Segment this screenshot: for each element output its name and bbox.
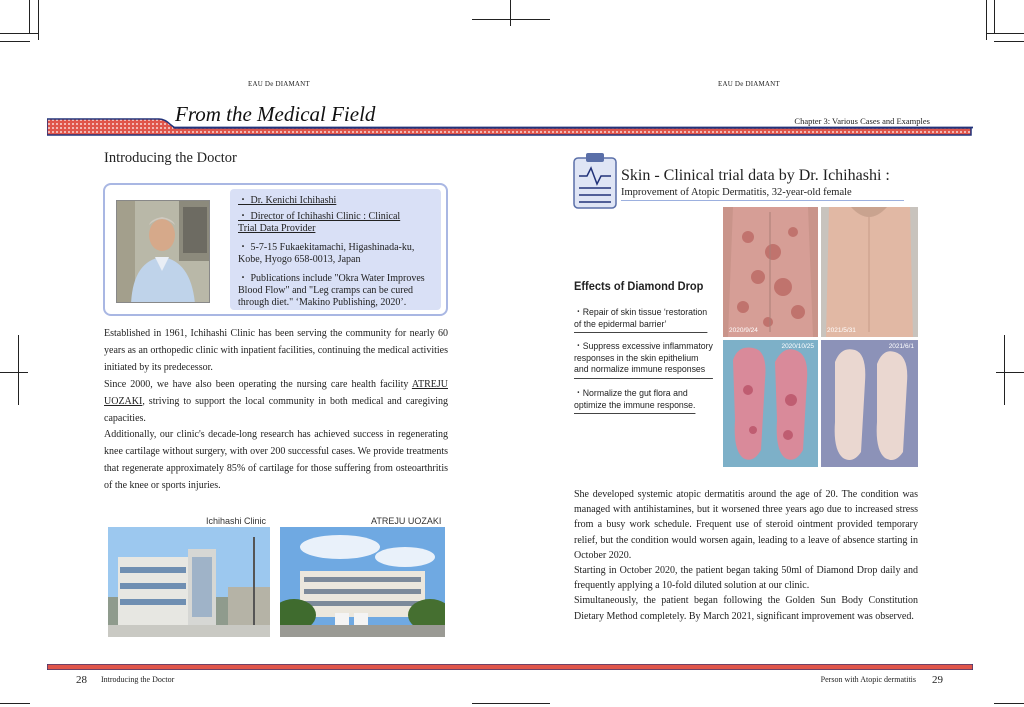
photo-caption-atreju: ATREJU UOZAKI xyxy=(371,516,442,526)
footer-label-left: Introducing the Doctor xyxy=(101,675,175,684)
photo-date-4: 2021/6/1 xyxy=(888,343,914,350)
profile-line-7: Blood Flow" and "Leg cramps can be cured xyxy=(238,285,414,296)
heading-effects: Effects of Diamond Drop xyxy=(574,279,704,293)
crop-mark xyxy=(1004,335,1005,405)
profile-line-4: ・ 5-7-15 Fukaekitamachi, Higashinada-ku, xyxy=(238,242,415,253)
photo-caption-clinic: Ichihashi Clinic xyxy=(206,516,267,526)
case-paragraph-3: Simultaneously, the patient began following the Golden Sun Body Constitution Dietary Method completely. By March 2021, significant improvement was observed. xyxy=(574,595,918,622)
clinic-paragraph-2: Since 2000, we have also been operating the nursing care health facility ATREJU UOZAKI, striving to support the local community in both medical and caregiving capacities. xyxy=(104,378,448,424)
subheading-atopic: Improvement of Atopic Dermatitis, 32-year-old female xyxy=(621,187,904,201)
page-number-right: 29 xyxy=(932,674,943,686)
effect-item-3: ・Normalize the gut flora and optimize the immune response. xyxy=(574,388,695,414)
case-description xyxy=(574,487,918,624)
case-paragraph-2: Starting in October 2020, the patient began taking 50ml of Diamond Drop daily and frequently applying a 10-fold diluted solution at our clinic. xyxy=(574,565,918,592)
crop-mark xyxy=(994,0,995,33)
profile-line-1: ・ Dr. Kenichi Ichihashi xyxy=(238,195,337,206)
clinic-paragraph-1: Established in 1961, Ichihashi Clinic has been serving the community for nearly 60 years as an orthopedic clinic with inpatient facilities, continuing the medical activities initiated by its predecessor. xyxy=(104,328,448,373)
crop-mark xyxy=(994,703,1024,704)
photo-ichihashi-clinic xyxy=(108,527,270,637)
profile-line-2: ・ Director of Ichihashi Clinic : Clinical xyxy=(238,211,401,222)
crop-mark xyxy=(472,19,550,20)
profile-line-6: ・ Publications include "Okra Water Improves xyxy=(238,273,425,284)
crop-mark xyxy=(986,0,987,40)
doctor-profile-card xyxy=(103,183,448,316)
crop-mark xyxy=(986,33,1024,34)
profile-line-3: Trial Data Provider xyxy=(238,223,316,234)
footer-label-right: Person with Atopic dermatitis xyxy=(820,675,916,684)
photo-feet-after xyxy=(821,340,918,467)
profile-line-8: through diet." ‘Makino Publishing, 2020’. xyxy=(238,297,407,308)
page-number-left: 28 xyxy=(76,674,87,686)
crop-mark xyxy=(0,33,38,34)
photo-feet-before xyxy=(723,340,818,467)
chapter-label: Chapter 3: Various Cases and Examples xyxy=(794,116,930,126)
crop-mark xyxy=(0,41,30,42)
crop-mark xyxy=(18,335,19,405)
footer-band xyxy=(47,657,973,663)
effect-item-1: ・Repair of skin tissue ‘restoration of the epidermal barrier’ xyxy=(574,307,707,333)
crop-mark xyxy=(996,372,1024,373)
profile-line-5: Kobe, Hyogo 658-0013, Japan xyxy=(238,254,361,265)
running-head-left: EAU De DIAMANT xyxy=(248,80,310,88)
crop-mark xyxy=(0,372,28,373)
section-title: From the Medical Field xyxy=(175,102,376,126)
clipboard-icon xyxy=(573,150,617,210)
crop-mark xyxy=(29,0,30,33)
photo-date-3: 2020/10/25 xyxy=(781,343,814,350)
photo-date-2: 2021/5/31 xyxy=(827,327,856,334)
photo-back-after xyxy=(821,207,918,337)
photo-atreju-uozaki xyxy=(280,527,445,637)
heading-skin-trial: Skin - Clinical trial data by Dr. Ichihashi : xyxy=(621,167,890,184)
crop-mark xyxy=(994,41,1024,42)
case-paragraph-1: She developed systemic atopic dermatitis around the age of 20. The condition was managed with antihistamines, but it worsened three years ago due to increased stress from a busy work schedule. Frequent use of steroid ointment provided temporary relief, but the condition would worsen again, leading to a leave of absence starting in October 2020. xyxy=(574,489,918,561)
effect-item-2: ・Suppress excessive inflammatory responses in the skin epithelium and normalize immune responses xyxy=(574,341,713,379)
photo-back-before xyxy=(723,207,818,337)
running-head-right: EAU De DIAMANT xyxy=(718,80,780,88)
crop-mark xyxy=(472,703,550,704)
heading-introducing-doctor: Introducing the Doctor xyxy=(104,150,237,166)
doctor-photo xyxy=(116,200,210,303)
crop-mark xyxy=(510,0,511,26)
photo-date-1: 2020/9/24 xyxy=(729,327,758,334)
clinic-description xyxy=(104,326,448,495)
crop-mark xyxy=(0,703,30,704)
atreju-link: ATREJU UOZAKI xyxy=(104,378,448,407)
clinic-paragraph-3: Additionally, our clinic's decade-long research has achieved success in regenerating knee cartilage without surgery, with over 200 successful cases. We provide treatments that regenerate approximately 85% of cartilage for those suffering from osteoarthritis of the knee or sports injuries. xyxy=(104,429,448,492)
crop-mark xyxy=(38,0,39,40)
